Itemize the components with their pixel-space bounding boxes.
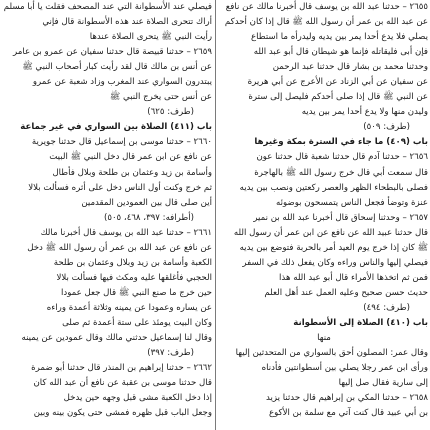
text-line: فيصلي عند الأسطوانة التي عند المصحف فقلت يا أبا مسلم — [3, 2, 212, 12]
text-line: وجعل الباب قبل ظهره فمشى حتى يكون بينه وبين — [33, 408, 212, 419]
text-line: (طرف: ٥٠٩) — [363, 122, 410, 133]
text-line: عن نافع عن عبد الله بن عمر أن رسول الله ﷺ دخل — [27, 242, 212, 253]
text-line: يصلي فلا يدع أحدا يمر بين يديه وليدرأه ما استطاع — [251, 32, 428, 43]
text-line: يبتدرون السواري عند المغرب وزاد شعبة عن عمرو — [32, 77, 212, 88]
text-line: منها — [317, 333, 331, 344]
text-line: (أطرافه: ٣٩٧، ٤٦٨، ٥٠٥) — [103, 212, 194, 223]
text-line: الكعبة وأسامة بن زيد وبلال وعثمان بن طلحة — [53, 257, 212, 268]
text-line: إذا دخل الكعبة مشى قبل وجهه حين يدخل — [63, 393, 212, 404]
text-line: وليدن منها ولا يدع أحدا يمر بين يديه — [301, 107, 428, 118]
text-line: ۲٦٦٠ – حدثنا موسى بن إسماعيل قال حدثنا جويرية — [31, 137, 212, 148]
text-line: فصلى بالبطحاء الظهر والعصر ركعتين ونصب بين يديه — [239, 182, 428, 193]
text-line: وكان البيت يومئذ على ستة أعمدة ثم صلى — [62, 317, 212, 328]
text-line: بن أبي عبيد قال كنت آتي مع سلمة بن الأكوع — [268, 408, 428, 419]
text-line: إلى سارية فقال صل إليها — [338, 378, 428, 389]
text-line: عن أنس بن مالك قال لقد رأيت كبار أصحاب النبي ﷺ — [22, 62, 212, 73]
text-line: وحدثنا محمد بن بشار قال حدثنا عبد الرحمن — [272, 62, 428, 73]
text-line: عن نافع عن ابن عمر قال دخل النبي ﷺ البيت — [49, 152, 212, 163]
text-line: الحجبي فأغلقها عليه ومكث فيها فسألت بلالا — [56, 272, 212, 283]
text-line: وقال عمر: المصلون أحق بالسواري من المتحدثين إليها — [235, 348, 428, 359]
text-line: فيصلي إليها والناس وراءه وكان يفعل ذلك في السفر — [242, 257, 428, 268]
text-line: ۲٦٥٨ – حدثنا المكي بن إبراهيم قال حدثنا يزيد — [265, 393, 428, 404]
text-line: ثم خرج وكنت أول الناس دخل على أثره فسألت بلالا — [28, 182, 212, 193]
text-line: أراك تتحرى الصلاة عند هذه الأسطوانة قال فإني — [42, 17, 212, 28]
text-line: ورأى ابن عمر رجلا يصلي بين أسطوانتين فأدناه — [261, 363, 428, 374]
text-line: فإن أبى فليقاتله فإنما هو شيطان قال أبو عبد الله — [253, 47, 428, 58]
text-column-right — [218, 0, 430, 430]
column-divider — [215, 0, 216, 430]
text-line: حين خرج ما صنع النبي ﷺ قال جعل عمودا — [60, 287, 212, 298]
text-line: ۲٦٥٥ – حدثنا عبد الله بن يوسف قال أخبرنا مالك عن نافع — [225, 2, 428, 12]
text-line: (طرف: ٦٢٥) — [147, 107, 194, 118]
text-line: وأسامة بن زيد وعثمان بن طلحة وبلال فأطال — [52, 167, 212, 178]
text-line: (طرف: ٣٩٧) — [147, 348, 194, 359]
text-line: عن عبد الله بن عمر أن رسول الله ﷺ قال إذا كان أحدكم — [224, 17, 428, 28]
chapter-heading: باب (٤٠٩) ما جاء في السترة بمكة وغيرها — [254, 137, 428, 148]
text-line: ۲٦٦٢ – حدثنا إبراهيم بن المنذر قال حدثنا أبو ضمرة — [31, 363, 212, 374]
text-line: أين صلى قال بين العمودين المقدمين — [81, 197, 212, 208]
text-line: قال حدثنا عبيد الله عن نافع عن ابن عمر أن رسول الله — [233, 227, 428, 238]
text-line: حديث حسن صحيح وعليه العمل عند أهل العلم — [264, 287, 428, 298]
text-line: وقال لنا إسماعيل حدثني مالك وقال عمودين عن يمينه — [21, 333, 212, 344]
text-line: عن سفيان عن أبي الزناد عن الأعرج عن أبي هريرة — [247, 77, 428, 88]
text-line: (طرف: ٤٩٤) — [363, 302, 410, 313]
text-line: عنزة وتوضأ فجعل الناس يتمسحون بوضوئه — [275, 197, 428, 208]
text-line: عن أنس حتى يخرج النبي ﷺ — [109, 92, 212, 103]
text-line: فمن ثم اتخذها الأمراء قال أبو عبد الله هذا — [279, 272, 428, 283]
text-column-left — [2, 0, 214, 430]
text-line: ۲٦٦١ – حدثنا عبد الله بن يوسف قال أخبرنا مالك — [40, 227, 212, 238]
text-line: ۲٦٥٩ – حدثنا قبيصة قال حدثنا سفيان عن عمرو بن عامر — [12, 47, 212, 58]
text-line: ۲٦٥٧ – وحدثنا إسحاق قال أخبرنا عبد الله بن نمير — [253, 212, 428, 223]
chapter-heading: باب (٤١٠) الصلاة إلى الأسطوانة — [293, 317, 428, 328]
text-line: عن يساره وعمودا عن يمينه وثلاثة أعمدة وراءه — [46, 302, 212, 313]
text-line: رأيت النبي ﷺ يتحرى الصلاة عندها — [89, 32, 212, 43]
text-line: ﷺ كان إذا خرج يوم العيد أمر بالحربة فتوضع بين يديه — [239, 242, 428, 253]
text-line: قال حدثنا موسى بن عقبة عن نافع أن عبد الله كان — [33, 378, 212, 389]
text-line: قال سمعت أبي قال خرج رسول الله ﷺ بالهاجرة — [254, 167, 428, 178]
text-line: ۲٦٥٦ – حدثنا آدم قال حدثنا شعبة قال حدثنا عون — [256, 152, 428, 163]
text-line: عن النبي ﷺ قال إذا صلى أحدكم فليصل إلى سترة — [248, 92, 428, 103]
chapter-heading: باب (٤١١) الصلاة بين السواري في غير جماعة — [20, 122, 212, 133]
